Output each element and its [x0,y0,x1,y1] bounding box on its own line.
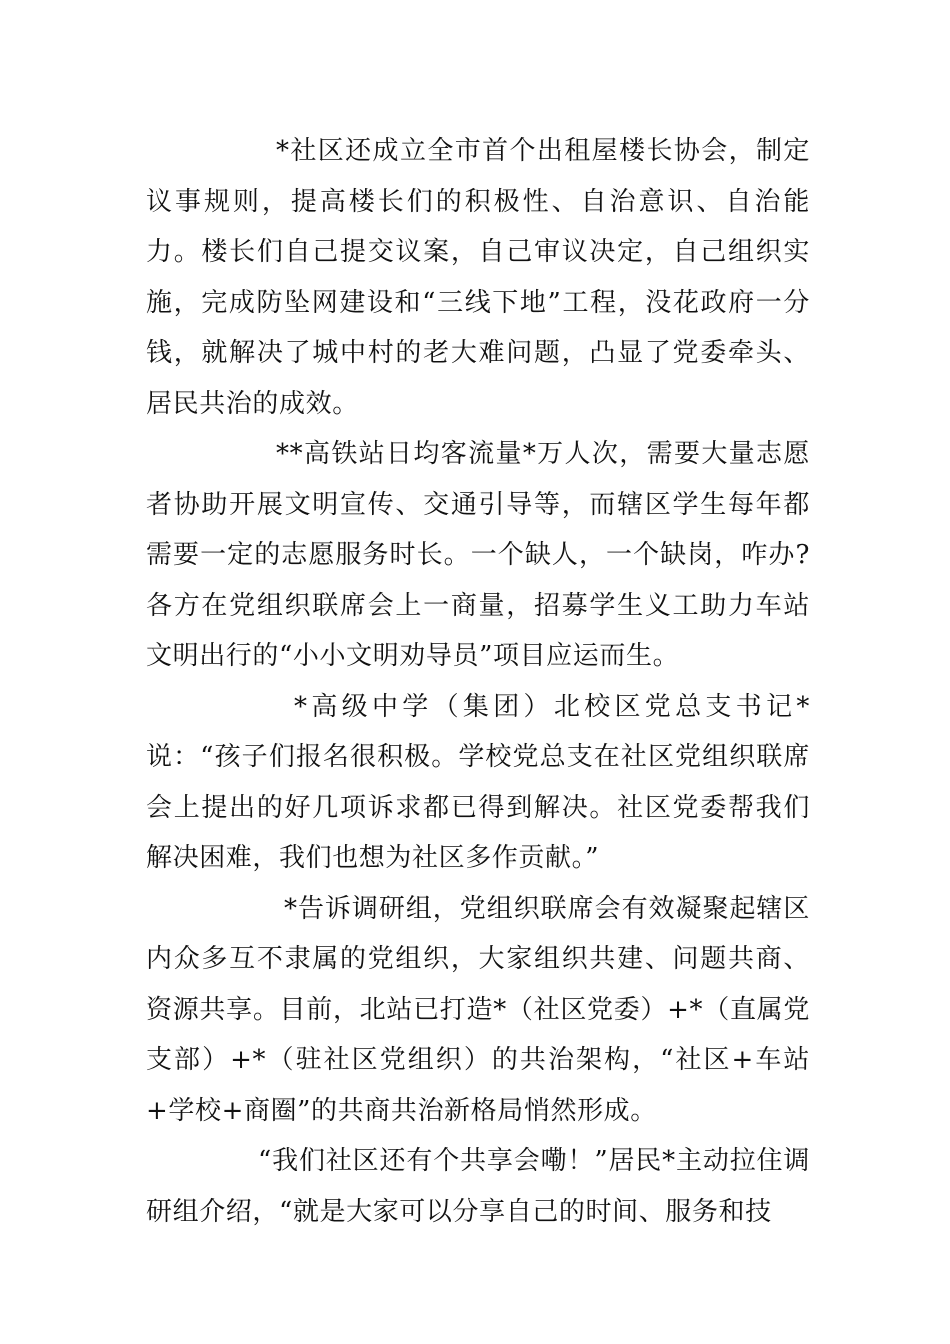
paragraph-building-managers: *社区还成立全市首个出租屋楼长协会，制定议事规则，提高楼长们的积极性、自治意识、自治能力。楼长们自己提交议案，自己审议决定，自己组织实施，完成防坠网建设和“三线下地”工程，没花政府一分钱，就解决了城中村的老大难问题，凸显了党委牵头、居民共治的成效。 [146,136,810,419]
paragraph-school-secretary-quote: *高级中学（集团）北校区党总支书记*说：“孩子们报名很积极。学校党总支在社区党组织联席会上提出的好几项诉求都已得到解决。社区党委帮我们解决困难，我们也想为社区多作贡献。” [146,691,810,873]
paragraph-sharing-association: “我们社区还有个共享会嘞！”居民*主动拉住调研组介绍，“就是大家可以分享自己的时间、服务和技 [146,1146,810,1227]
document-body [146,126,810,1237]
paragraph-joint-governance: *告诉调研组，党组织联席会有效凝聚起辖区内众多互不隶属的党组织，大家组织共建、问题共商、资源共享。目前，北站已打造*（社区党委）+*（直属党支部）+*（驻社区党组织）的共治架构，“社区+车站+学校+商圈”的共商共治新格局悄然形成。 [146,893,810,1126]
paragraph-railway-volunteers: **高铁站日均客流量*万人次，需要大量志愿者协助开展文明宣传、交通引导等，而辖区学生每年都需要一定的志愿服务时长。一个缺人，一个缺岗，咋办?各方在党组织联席会上一商量，招募学生义工助力车站文明出行的“小小文明劝导员”项目应运而生。 [146,439,810,671]
